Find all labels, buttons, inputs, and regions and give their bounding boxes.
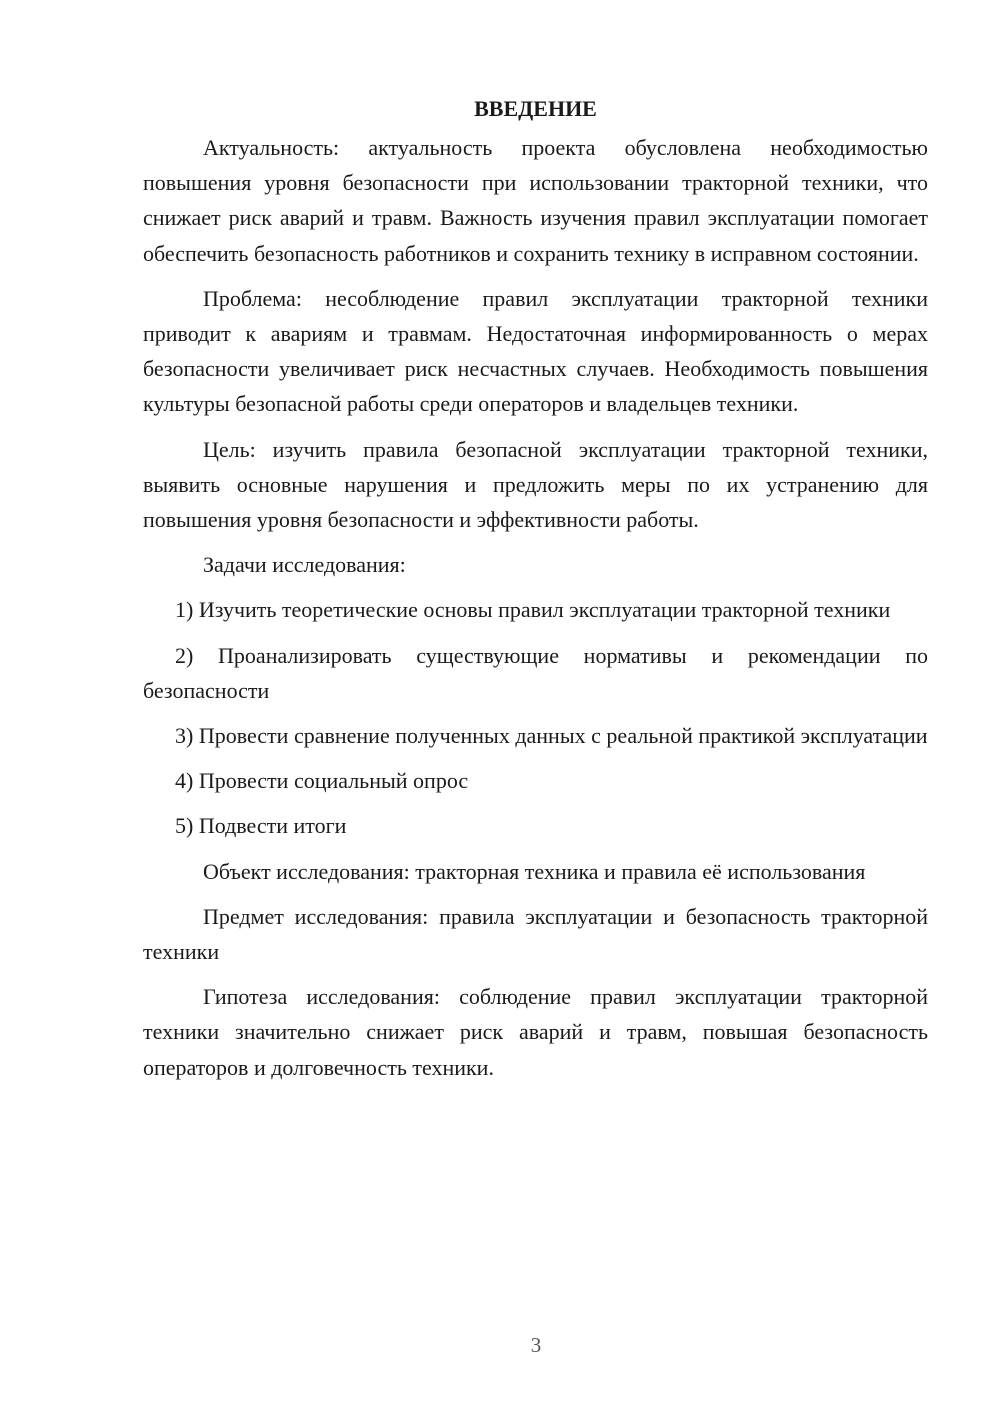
paragraph-hypothesis: Гипотеза исследования: соблюдение правил эксплуатации тракторной техники значительно снижает риск аварий и травм, повышая безопасность операторов и долговечность техники. — [143, 984, 928, 1080]
task-item: 3) Провести сравнение полученных данных с реальной практикой эксплуатации — [175, 723, 928, 749]
paragraph-relevance: Актуальность: актуальность проекта обусловлена необходимостью повышения уровня безопасности при использовании тракторной техники, что снижает риск аварий и травм. Важность изучения правил эксплуатации помогает обеспечить безопасность работников и сохранить технику в исправном состоянии. — [143, 135, 928, 266]
paragraph-subject: Предмет исследования: правила эксплуатации и безопасность тракторной техники — [143, 903, 928, 965]
tasks-heading: Задачи исследования: — [203, 552, 406, 578]
document-page — [143, 92, 928, 1095]
task-item: 4) Провести социальный опрос — [175, 768, 469, 794]
paragraph-object: Объект исследования: тракторная техника и правила её использования — [203, 858, 866, 884]
task-item: 1) Изучить теоретические основы правил эксплуатации тракторной техники — [175, 597, 891, 623]
task-item: 2) Проанализировать существующие нормативы и рекомендации по безопасности — [143, 642, 928, 703]
paragraph-problem: Проблема: несоблюдение правил эксплуатации тракторной техники приводит к авариям и травмам. Недостаточная информированность о мерах безопасности увеличивает риск несчастных случаев. Необходимость повышения культуры безопасной работы среди операторов и владельцев техники. — [143, 285, 928, 417]
task-item: 5) Подвести итоги — [175, 813, 347, 839]
paragraph-goal: Цель: изучить правила безопасной эксплуатации тракторной техники, выявить основные нарушения и предложить меры по их устранению для повышения уровня безопасности и эффективности работы. — [143, 436, 928, 533]
section-title: ВВЕДЕНИЕ — [474, 96, 597, 121]
page-number: 3 — [530, 1333, 542, 1357]
